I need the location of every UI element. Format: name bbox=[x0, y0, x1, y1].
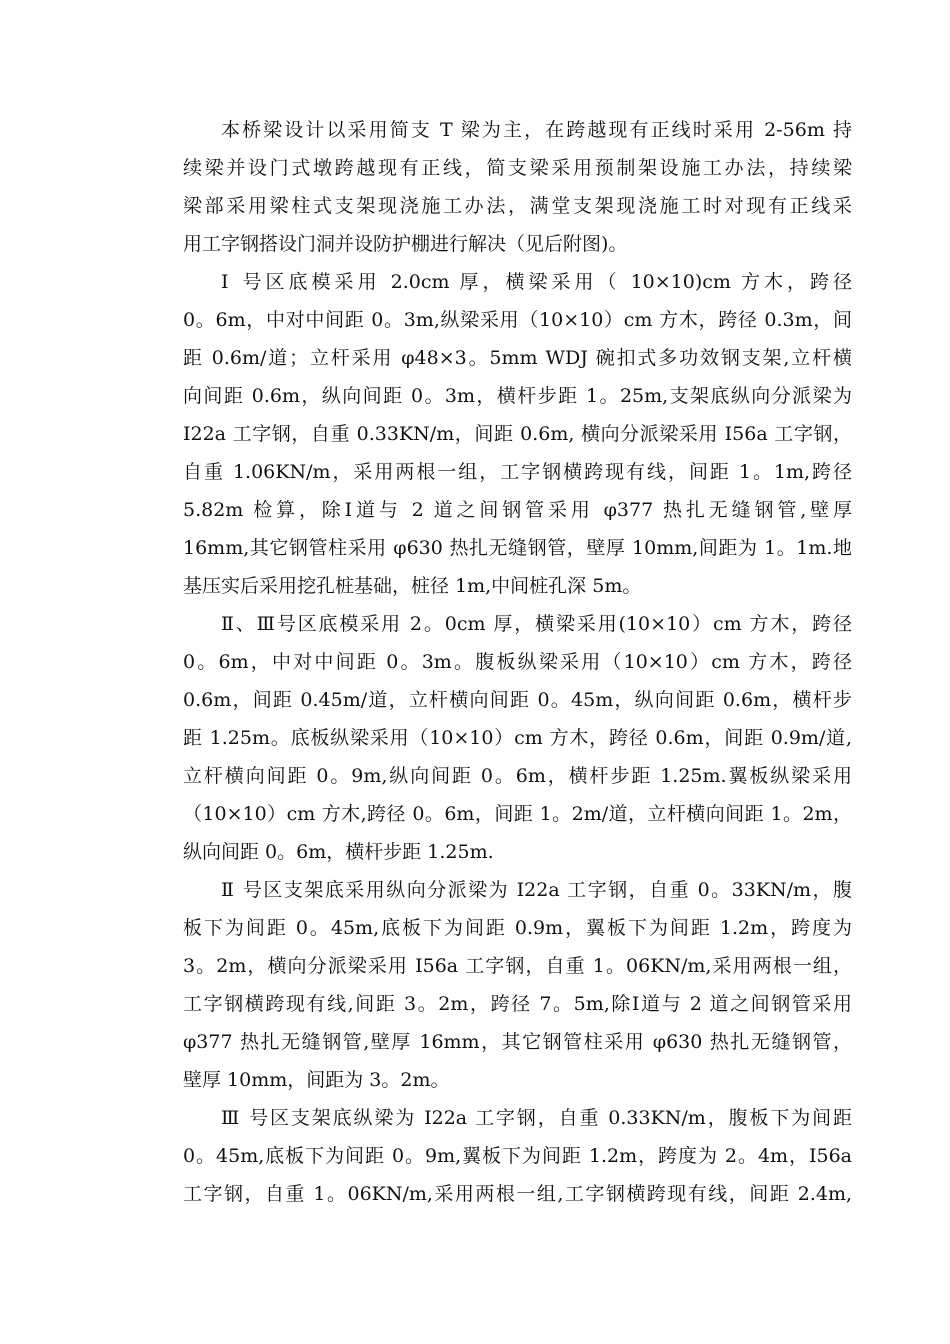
text-line: 3。2m，横向分派梁采用 I56a 工字钢，自重 1。06KN/m,采用两根一组， bbox=[183, 955, 852, 977]
text-line: 0。6m，中对中间距 0。3m。腹板纵梁采用（10×10）cm 方木，跨径 bbox=[183, 651, 852, 673]
document-body bbox=[145, 111, 852, 1213]
text-line: 0.6m，间距 0.45m/道，立杆横向间距 0。45m，纵向间距 0.6m，横杆步 bbox=[183, 689, 852, 711]
text-line: 本桥梁设计以采用简支 T 梁为主，在跨越现有正线时采用 2-56m 持 bbox=[221, 119, 852, 141]
text-line: 工字钢横跨现有线,间距 3。2m，跨径 7。5m,除Ⅰ道与 2 道之间钢管采用 bbox=[183, 993, 852, 1015]
text-line: 壁厚 10mm，间距为 3。2m。 bbox=[183, 1069, 450, 1091]
text-line: Ⅰ 号区底模采用 2.0cm 厚，横梁采用（ 10×10)cm 方木，跨径 bbox=[221, 271, 852, 293]
text-line: 续梁并设门式墩跨越现有正线，简支梁采用预制架设施工办法，持续梁 bbox=[183, 157, 852, 179]
text-line: φ377 热扎无缝钢管,壁厚 16mm，其它钢管柱采用 φ630 热扎无缝钢管， bbox=[183, 1031, 852, 1053]
text-line: （10×10）cm 方木,跨径 0。6m，间距 1。2m/道，立杆横向间距 1。2m， bbox=[183, 803, 852, 825]
text-line: 用工字钢搭设门洞并设防护棚进行解决（见后附图)。 bbox=[183, 233, 628, 255]
paragraph-zone-1 bbox=[145, 263, 852, 605]
paragraph-bridge-design-overview bbox=[145, 111, 852, 263]
text-line: 距 0.6m/道；立杆采用 φ48×3。5mm WDJ 碗扣式多功效钢支架,立杆横 bbox=[183, 347, 852, 369]
paragraph-zone-3-support bbox=[145, 1099, 852, 1213]
text-line: 板下为间距 0。45m,底板下为间距 0.9m，翼板下为间距 1.2m，跨度为 bbox=[183, 917, 852, 939]
text-line: 纵向间距 0。6m，横杆步距 1.25m. bbox=[183, 841, 494, 863]
text-line: 16mm,其它钢管柱采用 φ630 热扎无缝钢管，壁厚 10mm,间距为 1。1m.地 bbox=[183, 537, 852, 559]
text-line: 向间距 0.6m，纵向间距 0。3m，横杆步距 1。25m,支架底纵向分派梁为 bbox=[183, 385, 852, 407]
text-line: I22a 工字钢，自重 0.33KN/m，间距 0.6m, 横向分派梁采用 I56a 工字钢， bbox=[183, 423, 852, 445]
text-line: Ⅱ 号区支架底采用纵向分派梁为 I22a 工字钢，自重 0。33KN/m，腹 bbox=[221, 879, 852, 901]
text-line: 5.82m 检算，除Ⅰ道与 2 道之间钢管采用 φ377 热扎无缝钢管,壁厚 bbox=[183, 499, 852, 521]
text-line: Ⅱ、Ⅲ号区底模采用 2。0cm 厚，横梁采用(10×10）cm 方木，跨径 bbox=[221, 613, 852, 635]
text-line: 0。45m,底板下为间距 0。9m,翼板下为间距 1.2m，跨度为 2。4m，I56a bbox=[183, 1145, 852, 1167]
text-line: 0。6m，中对中间距 0。3m,纵梁采用（10×10）cm 方木，跨径 0.3m，间 bbox=[183, 309, 852, 331]
paragraph-zone-2-3-formwork bbox=[145, 605, 852, 871]
text-line: 基压实后采用挖孔桩基础，桩径 1m,中间桩孔深 5m。 bbox=[183, 575, 642, 597]
text-line: 自重 1.06KN/m，采用两根一组，工字钢横跨现有线，间距 1。1m,跨径 bbox=[183, 461, 852, 483]
paragraph-zone-2-support bbox=[145, 871, 852, 1099]
text-line: 距 1.25m。底板纵梁采用（10×10）cm 方木，跨径 0.6m，间距 0.9m/道, bbox=[183, 727, 852, 749]
text-line: Ⅲ 号区支架底纵梁为 I22a 工字钢，自重 0.33KN/m，腹板下为间距 bbox=[221, 1107, 852, 1129]
text-line: 立杆横向间距 0。9m,纵向间距 0。6m，横杆步距 1.25m.翼板纵梁采用 bbox=[183, 765, 852, 787]
text-line: 工字钢，自重 1。06KN/m,采用两根一组,工字钢横跨现有线，间距 2.4m, bbox=[183, 1183, 852, 1205]
text-line: 梁部采用梁柱式支架现浇施工办法，满堂支架现浇施工时对现有正线采 bbox=[183, 195, 852, 217]
